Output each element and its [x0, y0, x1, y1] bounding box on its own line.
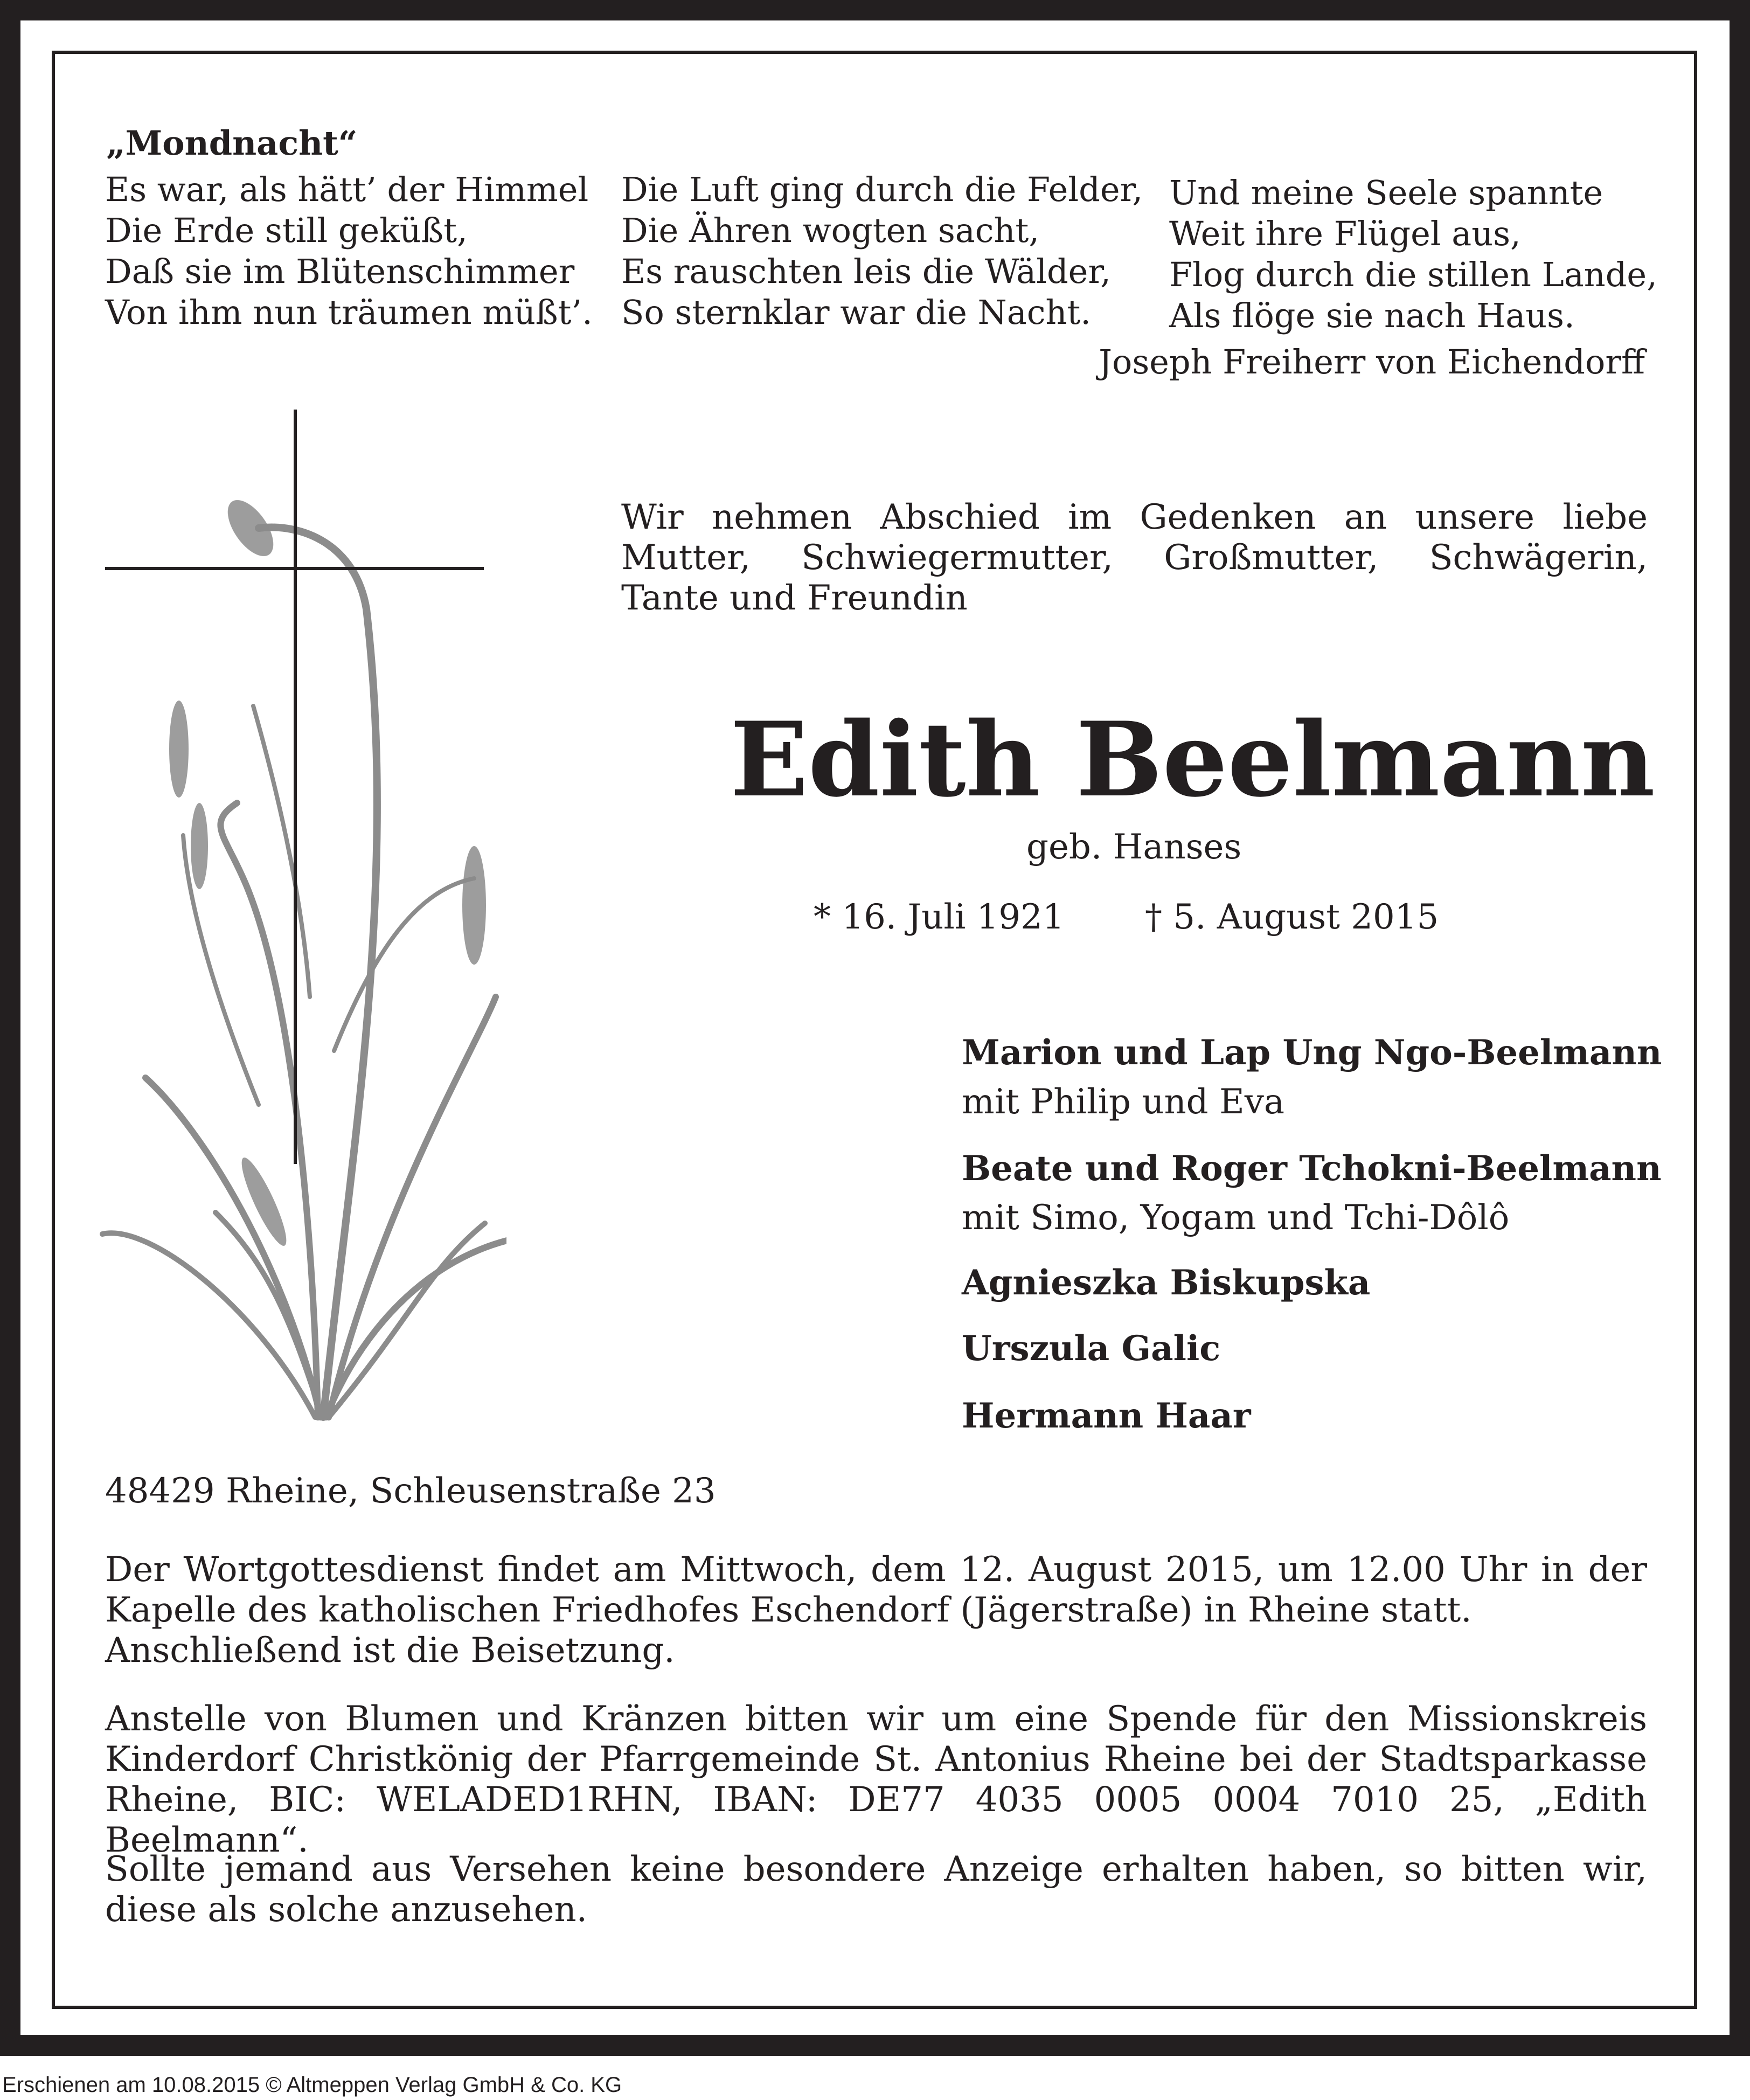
poem-line: Daß sie im Blütenschimmer: [105, 252, 575, 291]
intro-line: Tante und Freundin: [621, 578, 968, 618]
text-line: Kapelle des katholischen Friedhofes Eschendorf (Jägerstraße) in Rheine statt.: [105, 1590, 1472, 1630]
poem-line: Es rauschten leis die Wälder,: [621, 252, 1111, 291]
reed-plant-illustration: [102, 528, 506, 1417]
poem-line: Flog durch die stillen Lande,: [1169, 255, 1657, 294]
service-announcement: [105, 1550, 1647, 1671]
publication-credit: Erschienen am 10.08.2015 © Altmeppen Verlag GmbH & Co. KG: [2, 2073, 622, 2097]
mourner-children: mit Philip und Eva: [962, 1082, 1284, 1122]
poem-line: Von ihm nun träumen müßt’.: [105, 293, 593, 332]
cross-reed-illustration: [97, 404, 506, 1428]
birth-date: * 16. Juli 1921: [814, 897, 1065, 937]
farewell-intro: [621, 497, 1648, 619]
cattail-heads: [169, 493, 506, 1261]
poem-author: Joseph Freiherr von Eichendorff: [1099, 342, 1645, 382]
mourner-name: Agnieszka Biskupska: [962, 1263, 1371, 1303]
poem-line: Und meine Seele spannte: [1169, 173, 1603, 212]
poem-line: Die Ähren wogten sacht,: [621, 211, 1039, 250]
poem-title: „Mondnacht“: [106, 123, 358, 163]
mourner-name: Hermann Haar: [962, 1396, 1251, 1436]
death-date: † 5. August 2015: [1145, 897, 1439, 937]
closing-note: [105, 1849, 1647, 1930]
text-line: Rheine, BIC: WELADED1RHN, IBAN: DE77 4035 0005 0004 7010 25, „Edith Beelmann“.: [105, 1780, 1647, 1860]
maiden-name: geb. Hanses: [1026, 827, 1242, 867]
poem-stanza-3: [1169, 172, 1657, 336]
text-line: Anschließend ist die Beisetzung.: [105, 1631, 675, 1671]
text-line: Sollte jemand aus Versehen keine besondere Anzeige erhalten haben, so bitten wir,: [105, 1849, 1647, 1889]
poem-line: Als flöge sie nach Haus.: [1169, 296, 1575, 335]
poem-line: Es war, als hätt’ der Himmel: [105, 170, 589, 209]
mourner-name: Urszula Galic: [962, 1328, 1221, 1369]
text-line: Kinderdorf Christkönig der Pfarrgemeinde St. Antonius Rheine bei der Stadtsparkasse: [105, 1739, 1647, 1779]
mourner-children: mit Simo, Yogam und Tchi-Dôlô: [962, 1198, 1510, 1238]
text-line: Der Wortgottesdienst findet am Mittwoch, dem 12. August 2015, um 12.00 Uhr in der: [105, 1550, 1647, 1590]
mourner-name: Marion und Lap Ung Ngo-Beelmann: [962, 1032, 1662, 1073]
intro-line: Mutter, Schwiegermutter, Großmutter, Schwägerin,: [621, 538, 1648, 578]
deceased-name: Edith Beelmann: [730, 699, 1655, 820]
intro-line: Wir nehmen Abschied im Gedenken an unsere liebe: [621, 497, 1648, 537]
text-line: diese als solche anzusehen.: [105, 1890, 587, 1930]
poem-line: Die Luft ging durch die Felder,: [621, 170, 1143, 209]
poem-line: Weit ihre Flügel aus,: [1169, 214, 1521, 253]
cross-icon: [105, 410, 484, 1164]
mourner-name: Beate und Roger Tchokni-Beelmann: [962, 1148, 1662, 1189]
text-line: Anstelle von Blumen und Kränzen bitten wir um eine Spende für den Missionskreis: [105, 1699, 1647, 1739]
poem-stanza-2: [621, 169, 1143, 333]
address: 48429 Rheine, Schleusenstraße 23: [105, 1471, 716, 1511]
poem-stanza-1: [105, 169, 593, 333]
poem-line: Die Erde still geküßt,: [105, 211, 468, 250]
donation-request: [105, 1699, 1647, 1860]
poem-line: So sternklar war die Nacht.: [621, 293, 1091, 332]
